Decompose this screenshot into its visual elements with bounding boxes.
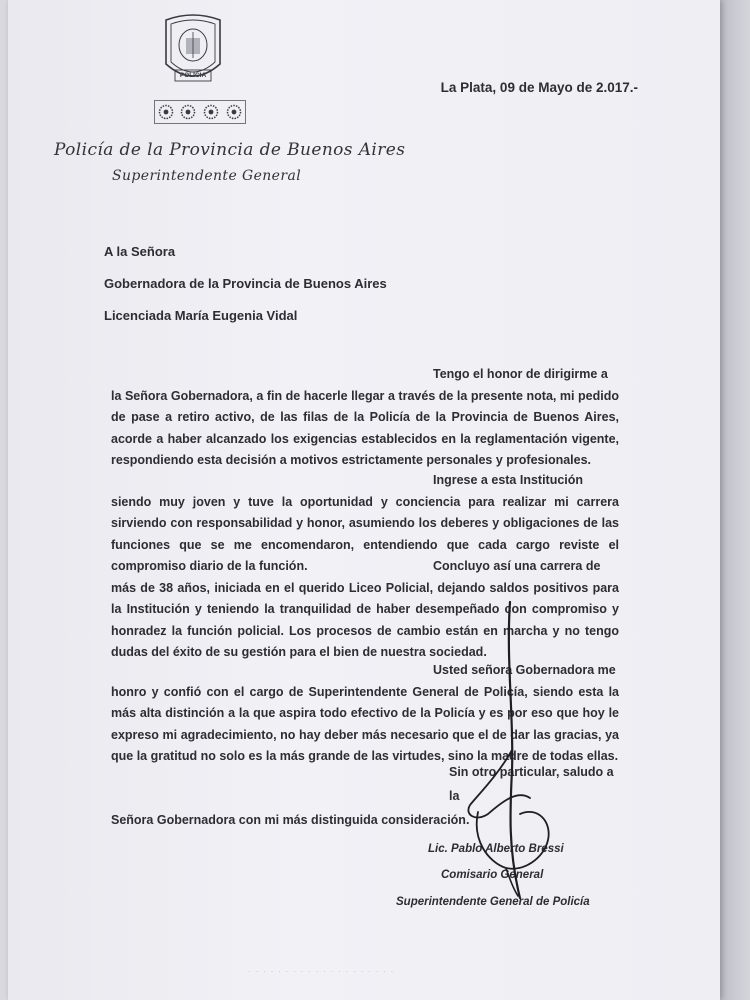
closing-text: Señora Gobernadora con mi más distinguida consideración. bbox=[111, 813, 470, 827]
police-crest-icon bbox=[158, 12, 228, 92]
bleed-through-text: · · · · · · · · · · · · · · · · · · · · bbox=[248, 966, 395, 976]
closing-opening: Sin otro particular, saludo a la bbox=[449, 765, 614, 803]
organization-name: Policía de la Provincia de Buenos Aires bbox=[54, 140, 406, 160]
paragraph-1-text: la Señora Gobernadora, a fin de hacerle llegar a través de la presente nota, mi pedido de pase a retiro activo, de las filas de la Policía de la Provincia de Buenos Aires, acorde a haber alcanzado los exigencias establecidos en la reglamentación vigente, respondiendo esta decisión a motivos estrictamente personales y profesionales. bbox=[111, 388, 619, 467]
page-edge-shadow bbox=[720, 0, 750, 1000]
crest-seal-label: POLICIA bbox=[179, 72, 207, 79]
rank-stars-icon bbox=[154, 100, 246, 124]
recipient-title: Gobernadora de la Provincia de Buenos Aires bbox=[104, 276, 387, 291]
signatory-title: Superintendente General de Policía bbox=[396, 896, 590, 908]
recipient-salutation: A la Señora bbox=[104, 244, 176, 259]
paragraph-3-opening: Concluyo así una carrera de bbox=[433, 559, 601, 573]
department-name: Superintendente General bbox=[112, 168, 302, 184]
paragraph-1 bbox=[111, 364, 619, 472]
paragraph-2-text: siendo muy joven y tuve la oportunidad y conciencia para realizar mi carrera sirviendo con responsabilidad y honor, asumiendo los deberes y obligaciones de las funciones que se me encomendaron, entendiendo que cada cargo reviste el compromiso diario de la función. bbox=[111, 494, 619, 573]
date-line: La Plata, 09 de Mayo de 2.017.- bbox=[440, 80, 638, 95]
letter-sheet bbox=[8, 0, 720, 1000]
paragraph-1-opening: Tengo el honor de dirigirme a bbox=[433, 367, 608, 381]
paragraph-4-text: honro y confió con el cargo de Superintendente General de Policía, siendo esta la más alta distinción a la que aspira todo efectivo de la Policía y es por eso que hoy le expreso mi agradecimiento, no hay deber más necesario que el de dar las gracias, ya que la gratitud no solo es la más grande de las virtudes, sino la madre de todas ellas. bbox=[111, 684, 619, 763]
signatory-name: Lic. Pablo Alberto Bressi bbox=[428, 843, 564, 855]
recipient-name: Licenciada María Eugenia Vidal bbox=[104, 308, 298, 323]
handwritten-signature-icon bbox=[448, 600, 558, 900]
paragraph-4-opening: Usted señora Gobernadora me bbox=[433, 663, 616, 677]
paragraph-2-opening: Ingrese a esta Institución bbox=[433, 473, 584, 487]
signatory-rank: Comisario General bbox=[441, 869, 544, 881]
paragraph-3-text: más de 38 años, iniciada en el querido Liceo Policial, dejando saldos positivos para la Institución y teniendo la tranquilidad de haber desempeñado con compromiso y honradez la función policial. Los procesos de cambio están en marcha y no tengo dudas del éxito de su gestión para el bien de nuestra sociedad. bbox=[111, 580, 619, 659]
